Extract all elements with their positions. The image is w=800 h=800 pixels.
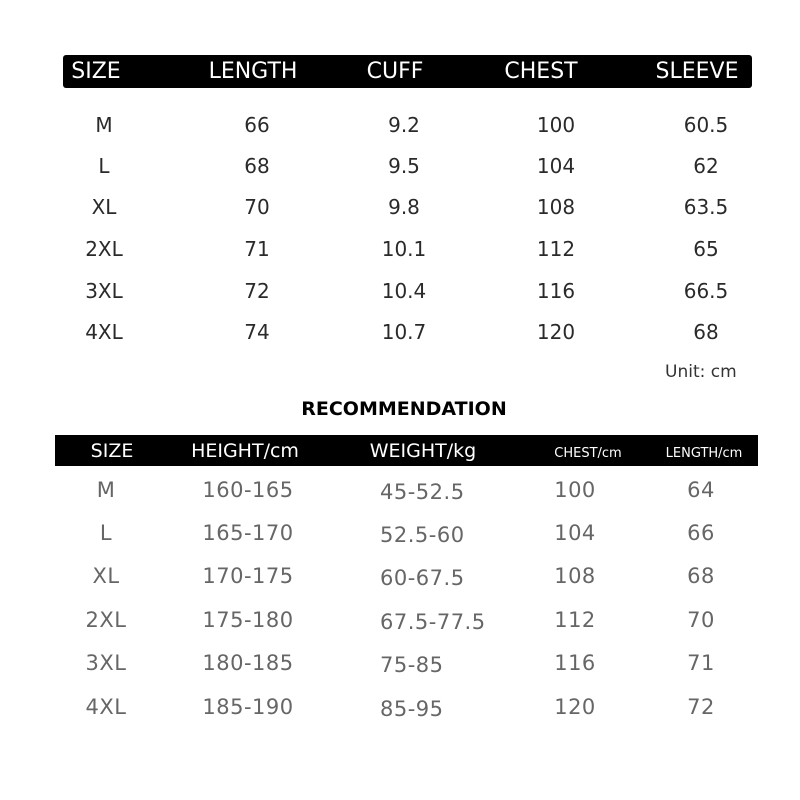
cuff-cell: 10.7 [381, 320, 427, 344]
size-cell: XL [91, 195, 117, 219]
table-row [0, 276, 800, 306]
size-cell: 4XL [85, 695, 127, 719]
weight-cell: 45-52.5 [380, 480, 465, 504]
size-cell: L [99, 521, 113, 545]
weight-cell: 75-85 [380, 653, 444, 677]
length-cell: 68 [244, 154, 270, 178]
size-cell: 4XL [85, 320, 123, 344]
recommendation-table-header [55, 435, 758, 466]
table-row [0, 561, 800, 591]
table-row [0, 317, 800, 347]
sleeve-cell: 62 [693, 154, 719, 178]
size-cell: 3XL [85, 279, 123, 303]
chest-cell: 112 [536, 237, 576, 261]
size-cell: XL [92, 564, 120, 588]
height-cell: 180-185 [202, 651, 294, 675]
header-weight: WEIGHT/kg [369, 440, 477, 462]
length-cell: 72 [244, 279, 270, 303]
sleeve-cell: 60.5 [683, 113, 729, 137]
chest-cell: 116 [536, 279, 576, 303]
length-cell: 70 [244, 195, 270, 219]
header-height: HEIGHT/cm [191, 440, 299, 462]
size-cell: 2XL [85, 608, 127, 632]
header-chest: CHEST [504, 59, 578, 84]
chest-cell: 100 [554, 478, 596, 502]
length-cell: 70 [687, 608, 715, 632]
chest-cell: 104 [536, 154, 576, 178]
size-cell: 3XL [85, 651, 127, 675]
chest-cell: 120 [536, 320, 576, 344]
size-table-header [63, 55, 752, 88]
table-row [0, 518, 800, 548]
cuff-cell: 10.4 [381, 279, 427, 303]
size-cell: L [98, 154, 110, 178]
chest-cell: 116 [554, 651, 596, 675]
chest-cell: 120 [554, 695, 596, 719]
header-chest: CHEST/cm [554, 446, 622, 461]
weight-cell: 52.5-60 [380, 523, 465, 547]
sleeve-cell: 66.5 [683, 279, 729, 303]
table-row [0, 692, 800, 722]
table-row [0, 475, 800, 505]
length-cell: 72 [687, 695, 715, 719]
length-cell: 66 [687, 521, 715, 545]
unit-note: Unit: cm [665, 362, 737, 382]
height-cell: 185-190 [202, 695, 294, 719]
weight-cell: 85-95 [380, 697, 444, 721]
table-row [0, 192, 800, 222]
length-cell: 71 [687, 651, 715, 675]
table-row [0, 110, 800, 140]
cuff-cell: 9.2 [388, 113, 420, 137]
chest-cell: 112 [554, 608, 596, 632]
cuff-cell: 9.5 [388, 154, 420, 178]
table-row [0, 605, 800, 635]
chest-cell: 104 [554, 521, 596, 545]
length-cell: 71 [244, 237, 270, 261]
height-cell: 160-165 [202, 478, 294, 502]
cuff-cell: 10.1 [381, 237, 427, 261]
cuff-cell: 9.8 [388, 195, 420, 219]
chest-cell: 100 [536, 113, 576, 137]
sleeve-cell: 68 [693, 320, 719, 344]
weight-cell: 67.5-77.5 [380, 610, 486, 634]
length-cell: 64 [687, 478, 715, 502]
table-row [0, 234, 800, 264]
chest-cell: 108 [554, 564, 596, 588]
weight-cell: 60-67.5 [380, 566, 465, 590]
recommendation-title: RECOMMENDATION [301, 398, 507, 420]
size-cell: M [95, 113, 113, 137]
size-cell: M [96, 478, 116, 502]
header-length: LENGTH/cm [665, 446, 743, 461]
header-sleeve: SLEEVE [655, 59, 739, 84]
height-cell: 165-170 [202, 521, 294, 545]
table-row [0, 648, 800, 678]
table-row [0, 151, 800, 181]
chest-cell: 108 [536, 195, 576, 219]
height-cell: 170-175 [202, 564, 294, 588]
size-cell: 2XL [85, 237, 123, 261]
header-size: SIZE [90, 440, 134, 462]
header-cuff: CUFF [366, 59, 424, 84]
header-size: SIZE [71, 59, 121, 84]
sleeve-cell: 63.5 [683, 195, 729, 219]
header-length: LENGTH [208, 59, 298, 84]
length-cell: 74 [244, 320, 270, 344]
length-cell: 66 [244, 113, 270, 137]
length-cell: 68 [687, 564, 715, 588]
sleeve-cell: 65 [693, 237, 719, 261]
height-cell: 175-180 [202, 608, 294, 632]
